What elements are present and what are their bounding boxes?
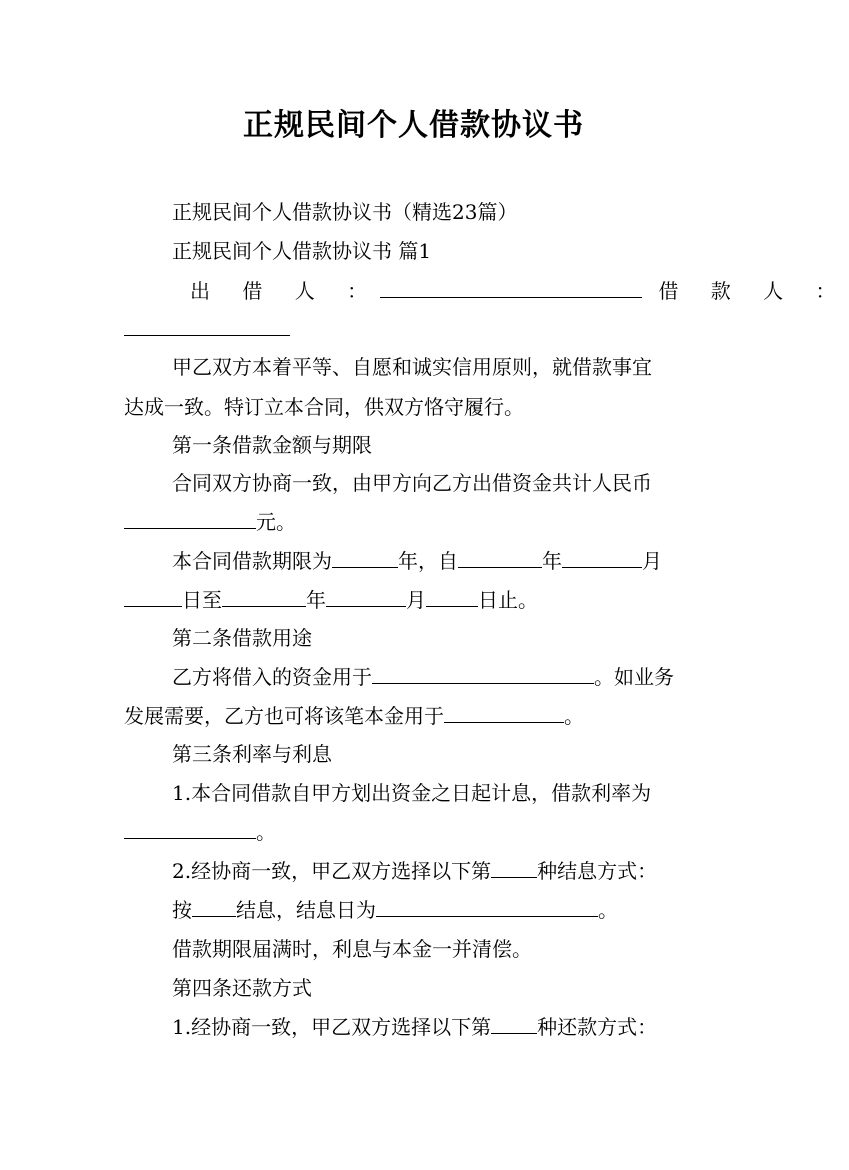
purpose-blank — [372, 661, 594, 684]
end-day-blank — [426, 584, 478, 607]
section1-term-line1 — [172, 544, 662, 578]
start-month-label: 月 — [642, 549, 662, 573]
start-month-blank — [562, 545, 642, 568]
purpose-continuation: 。如业务 — [594, 665, 674, 689]
alt-purpose-blank — [444, 700, 564, 723]
interest-method-suffix: 种结息方式： — [537, 859, 658, 883]
section1-term-line2 — [124, 583, 538, 617]
start-day-label: 日至 — [182, 588, 222, 612]
interest-method-blank — [491, 855, 537, 878]
repayment-method-label: 1.经协商一致，甲乙双方选择以下第 — [172, 1015, 492, 1039]
document-title: 正规民间个人借款协议书 — [243, 108, 584, 143]
section1-amount-line: 合同双方协商一致，由甲方向乙方出借资金共计人民币 — [172, 471, 652, 495]
settle-by-label: 按 — [172, 898, 192, 922]
end-month-label: 月 — [406, 588, 426, 612]
purpose-label: 乙方将借入的资金用于 — [172, 665, 372, 689]
borrower-label: 借 款 人 ： — [658, 279, 849, 303]
section3-interest-method-line — [172, 854, 657, 888]
term-years-blank — [332, 545, 398, 568]
section2-purpose-line1 — [172, 660, 674, 694]
settle-period-blank — [192, 894, 236, 917]
end-day-label: 日止。 — [478, 588, 538, 612]
settle-date-label: 结息，结息日为 — [236, 898, 376, 922]
start-day-blank — [124, 584, 182, 607]
section2-purpose-line2 — [124, 699, 584, 733]
repayment-method-blank — [491, 1011, 537, 1034]
subtitle: 正规民间个人借款协议书（精选23篇） — [172, 200, 518, 224]
section1-amount-blank-line — [124, 505, 296, 539]
interest-method-label: 2.经协商一致，甲乙双方选择以下第 — [172, 859, 492, 883]
settle-end: 。 — [598, 898, 618, 922]
lender-blank — [380, 275, 642, 298]
alt-purpose-end: 。 — [564, 704, 584, 728]
borrower-blank-line — [124, 312, 290, 346]
alt-purpose-label: 发展需要，乙方也可将该笔本金用于 — [124, 704, 444, 728]
amount-blank — [124, 506, 256, 529]
term-label: 本合同借款期限为 — [172, 549, 332, 573]
borrower-blank — [124, 313, 290, 336]
start-year-label: 年 — [542, 549, 562, 573]
rate-blank — [124, 816, 256, 839]
article-heading: 正规民间个人借款协议书 篇1 — [172, 239, 432, 263]
start-year-blank — [458, 545, 542, 568]
end-year-label: 年 — [306, 588, 326, 612]
section4-title: 第四条还款方式 — [172, 976, 312, 1000]
section3-title: 第三条利率与利息 — [172, 742, 332, 766]
section3-settlement-line — [172, 893, 618, 927]
amount-unit: 元。 — [256, 510, 296, 534]
term-from-label: 年，自 — [398, 549, 458, 573]
intro-paragraph-line1: 甲乙双方本着平等、自愿和诚实信用原则，就借款事宜 — [172, 355, 652, 379]
end-month-blank — [326, 584, 406, 607]
parties-line — [190, 274, 849, 308]
section3-rate-blank-line — [124, 815, 276, 849]
rate-end: 。 — [256, 820, 276, 844]
section1-title: 第一条借款金额与期限 — [172, 433, 372, 457]
settle-date-blank — [376, 894, 598, 917]
end-year-blank — [222, 584, 306, 607]
lender-label: 出 借 人 ： — [190, 279, 381, 303]
section4-repayment-line — [172, 1010, 657, 1044]
section3-maturity-line: 借款期限届满时，利息与本金一并清偿。 — [172, 937, 532, 961]
section3-rate-line: 1.本合同借款自甲方划出资金之日起计息，借款利率为 — [172, 781, 652, 805]
intro-paragraph-line2: 达成一致。特订立本合同，供双方恪守履行。 — [124, 395, 524, 419]
section2-title: 第二条借款用途 — [172, 626, 312, 650]
repayment-method-suffix: 种还款方式： — [537, 1015, 658, 1039]
